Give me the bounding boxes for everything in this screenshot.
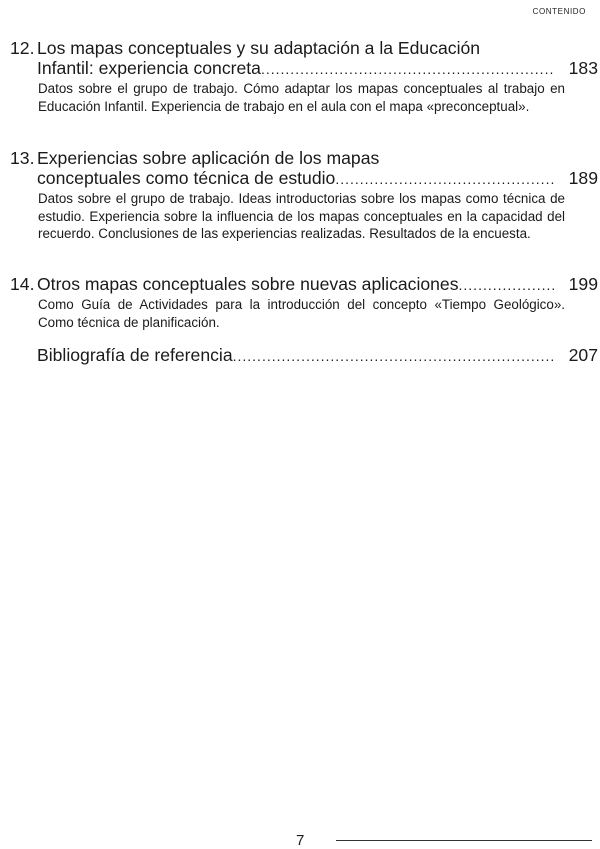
- chapter-number: 14.: [10, 274, 35, 294]
- chapter-title: Los mapas conceptuales y su adaptación a la Educación: [37, 38, 481, 58]
- chapter-number: 12.: [10, 38, 35, 58]
- bibliography-title: Bibliografía de referencia: [37, 345, 233, 365]
- page-number: 7: [296, 832, 305, 849]
- toc-entry-13: [10, 148, 598, 243]
- chapter-number: 13.: [10, 148, 35, 168]
- running-head: CONTENIDO: [532, 7, 586, 16]
- chapter-title-cont: conceptuales como técnica de estudio: [37, 168, 336, 188]
- leader-dots: [233, 346, 554, 366]
- toc-title-line: [10, 168, 598, 189]
- chapter-title: Otros mapas conceptuales sobre nuevas aplicaciones: [37, 274, 459, 294]
- chapter-description: Datos sobre el grupo de trabajo. Cómo adaptar los mapas conceptuales al trabajo en Educación Infantil. Experiencia de trabajo en el aula con el mapa «preconceptual».: [38, 81, 565, 114]
- toc-entry-bibliography: [10, 345, 598, 366]
- page-ref: 199: [568, 274, 598, 294]
- page-ref: 183: [568, 58, 598, 78]
- toc-entry-14: [10, 274, 598, 331]
- footer-rule: [336, 840, 592, 841]
- page-ref: 207: [568, 345, 598, 365]
- toc-title-line: [10, 148, 598, 168]
- chapter-description: Como Guía de Actividades para la introducción del concepto «Tiempo Geológico». Como técnica de planificación.: [38, 297, 565, 330]
- chapter-description: Datos sobre el grupo de trabajo. Ideas introductorias sobre los mapas como técnica de estudio. Experiencia sobre la influencia de los mapas conceptuales en la capacidad del recuerdo. Conclusiones de las experiencias realizadas. Resultados de la encuesta.: [38, 191, 565, 242]
- page-ref: 189: [568, 168, 598, 188]
- toc-entry-12: [10, 38, 598, 115]
- toc-title-line: [10, 38, 598, 58]
- toc-title-line: [10, 274, 598, 295]
- leader-dots: [261, 59, 554, 79]
- leader-dots: [335, 169, 554, 189]
- toc-title-line: [10, 58, 598, 79]
- leader-dots: [459, 275, 554, 295]
- chapter-title-cont: Infantil: experiencia concreta: [37, 58, 261, 78]
- toc-title-line: [10, 345, 598, 366]
- chapter-title: Experiencias sobre aplicación de los mapas: [37, 148, 380, 168]
